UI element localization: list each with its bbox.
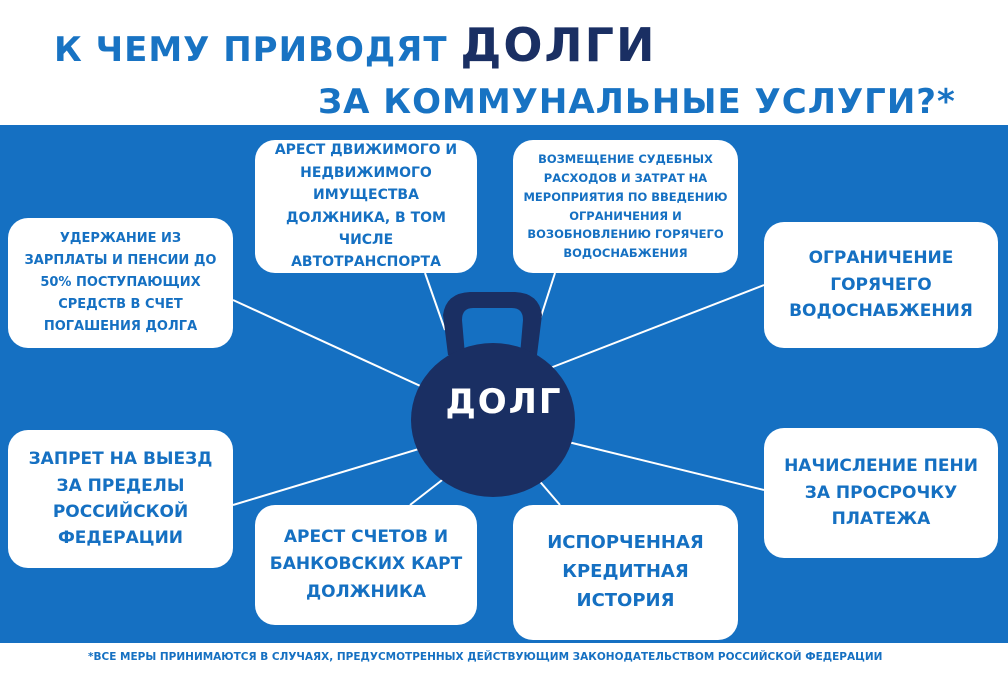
connector-travel-ban (233, 445, 432, 505)
connector-property-arrest (425, 273, 445, 330)
page-title-line2: ЗА КОММУНАЛЬНЫЕ УСЛУГИ?* (318, 82, 956, 122)
consequence-hot-water-text: ОГРАНИЧЕНИЕ ГОРЯЧЕГО ВОДОСНАБЖЕНИЯ (789, 248, 973, 322)
consequence-penalties (764, 428, 998, 558)
consequence-court-costs (513, 140, 738, 273)
title-prefix: К ЧЕМУ ПРИВОДЯТ (54, 30, 448, 70)
consequence-accounts-arrest (255, 505, 477, 625)
connector-penalties (560, 440, 764, 490)
consequence-credit-history-text: ИСПОРЧЕННАЯ КРЕДИТНАЯ ИСТОРИЯ (547, 532, 704, 611)
consequence-penalties-text: НАЧИСЛЕНИЕ ПЕНИ ЗА ПРОСРОЧКУ ПЛАТЕЖА (784, 456, 978, 530)
consequence-accounts-arrest-text: АРЕСТ СЧЕТОВ И БАНКОВСКИХ КАРТ ДОЛЖНИКА (269, 527, 463, 602)
footnote: *ВСЕ МЕРЫ ПРИНИМАЮТСЯ В СЛУЧАЯХ, ПРЕДУСМОТРЕННЫХ ДЕЙСТВУЮЩИМ ЗАКОНОДАТЕЛЬСТВОМ РОССИЙСКОЙ ФЕДЕРАЦИИ (88, 651, 883, 663)
center-debt-label: ДОЛГ (445, 382, 563, 422)
consequence-property-arrest-text: АРЕСТ ДВИЖИМОГО И НЕДВИЖИМОГО ИМУЩЕСТВА ДОЛЖНИКА, В ТОМ ЧИСЛЕ АВТОТРАНСПОРТА (274, 142, 458, 271)
consequence-travel-ban (8, 430, 233, 568)
consequence-court-costs-text: ВОЗМЕЩЕНИЕ СУДЕБНЫХ РАСХОДОВ И ЗАТРАТ НА МЕРОПРИЯТИЯ ПО ВВЕДЕНИЮ ОГРАНИЧЕНИЯ И ВОЗОБНОВЛЕНИЮ ГОРЯЧЕГО ВОДОСНАБЖЕНИЯ (523, 151, 728, 261)
consequence-credit-history (513, 505, 738, 640)
consequence-property-arrest (255, 140, 477, 273)
connector-hot-water (545, 285, 764, 370)
title-emphasis: ДОЛГИ (460, 18, 657, 72)
consequence-withholding-text: УДЕРЖАНИЕ ИЗ ЗАРПЛАТЫ И ПЕНСИИ ДО 50% ПОСТУПАЮЩИХ СРЕДСТВ В СЧЕТ ПОГАШЕНИЯ ДОЛГА (24, 230, 217, 335)
consequence-travel-ban-text: ЗАПРЕТ НА ВЫЕЗД ЗА ПРЕДЕЛЫ РОССИЙСКОЙ ФЕДЕРАЦИИ (28, 449, 213, 549)
consequence-hot-water (764, 222, 998, 348)
connector-withholding (233, 300, 440, 395)
consequence-withholding (8, 218, 233, 348)
